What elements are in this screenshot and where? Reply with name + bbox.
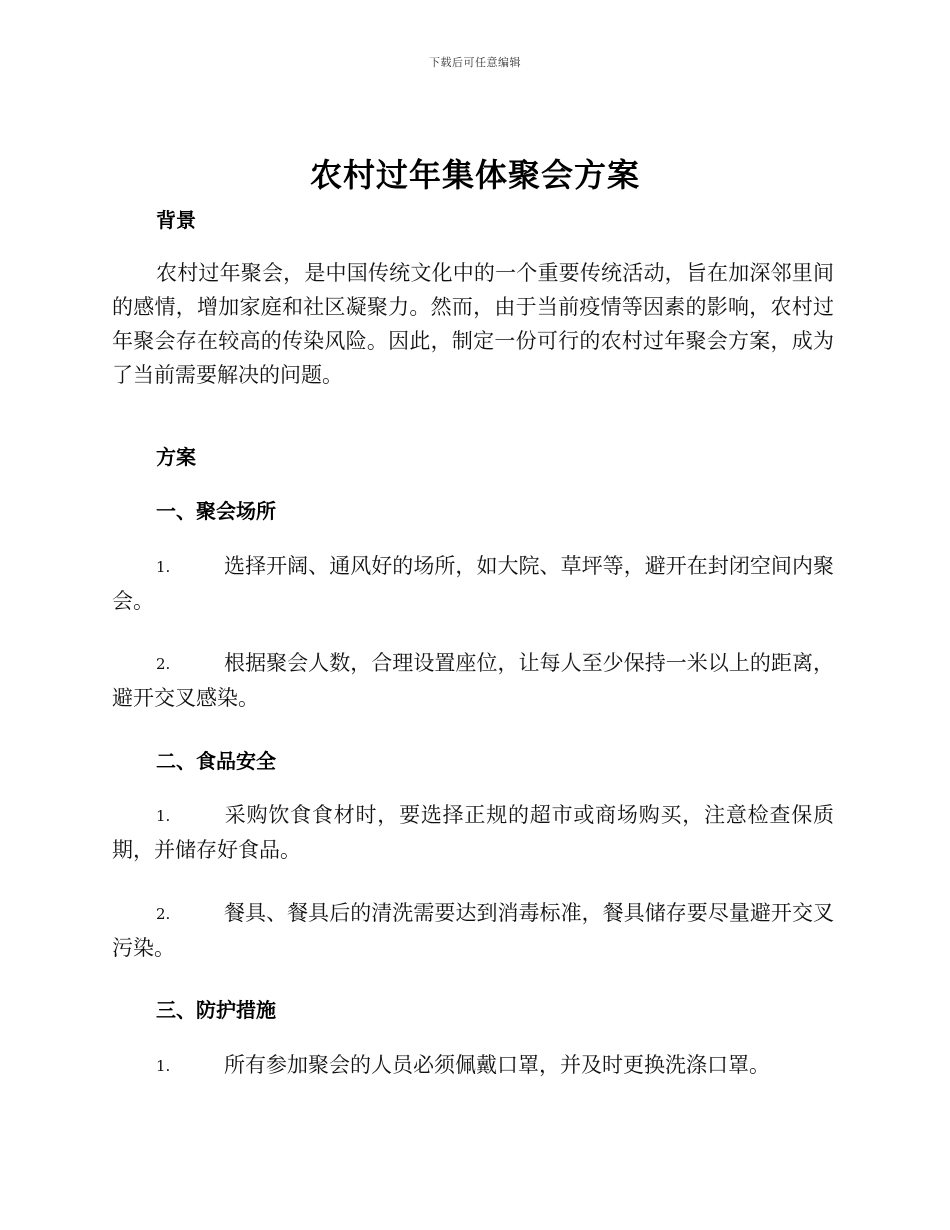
list-item-text: 采购饮食食材时，要选择正规的超市或商场购买，注意检查保质期，并储存好食品。 xyxy=(112,803,834,862)
list-number: 1. xyxy=(156,807,171,825)
section-heading-food-safety: 二、食品安全 xyxy=(156,749,276,773)
list-item xyxy=(112,1048,834,1083)
section-heading-venue: 一、聚会场所 xyxy=(156,499,276,523)
list-item xyxy=(112,549,834,618)
list-item-text: 餐具、餐具后的清洗需要达到消毒标准，餐具储存要尽量避开交叉污染。 xyxy=(112,901,834,960)
list-item xyxy=(112,896,834,965)
section-heading-protection: 三、防护措施 xyxy=(156,998,276,1022)
background-heading: 背景 xyxy=(156,208,196,232)
background-text: 农村过年聚会，是中国传统文化中的一个重要传统活动，旨在加深邻里间的感情，增加家庭和社区凝聚力。然而，由于当前疫情等因素的影响，农村过年聚会存在较高的传染风险。因此，制定一份可行的农村过年聚会方案，成为了当前需要解决的问题。 xyxy=(112,261,834,387)
list-number: 2. xyxy=(156,905,171,923)
plan-heading: 方案 xyxy=(156,445,196,469)
document-title: 农村过年集体聚会方案 xyxy=(309,156,640,194)
list-item-text: 根据聚会人数，合理设置座位，让每人至少保持一米以上的距离，避开交叉感染。 xyxy=(112,651,834,710)
list-item-text: 选择开阔、通风好的场所，如大院、草坪等，避开在封闭空间内聚会。 xyxy=(112,554,834,613)
list-item xyxy=(112,646,834,715)
list-number: 1. xyxy=(156,558,171,576)
header-note: 下载后可任意编辑 xyxy=(429,56,521,69)
list-item-text: 所有参加聚会的人员必须佩戴口罩，并及时更换洗涤口罩。 xyxy=(224,1053,770,1077)
list-number: 2. xyxy=(156,655,171,673)
list-item xyxy=(112,798,834,867)
list-number: 1. xyxy=(156,1057,171,1075)
background-paragraph xyxy=(112,256,834,392)
